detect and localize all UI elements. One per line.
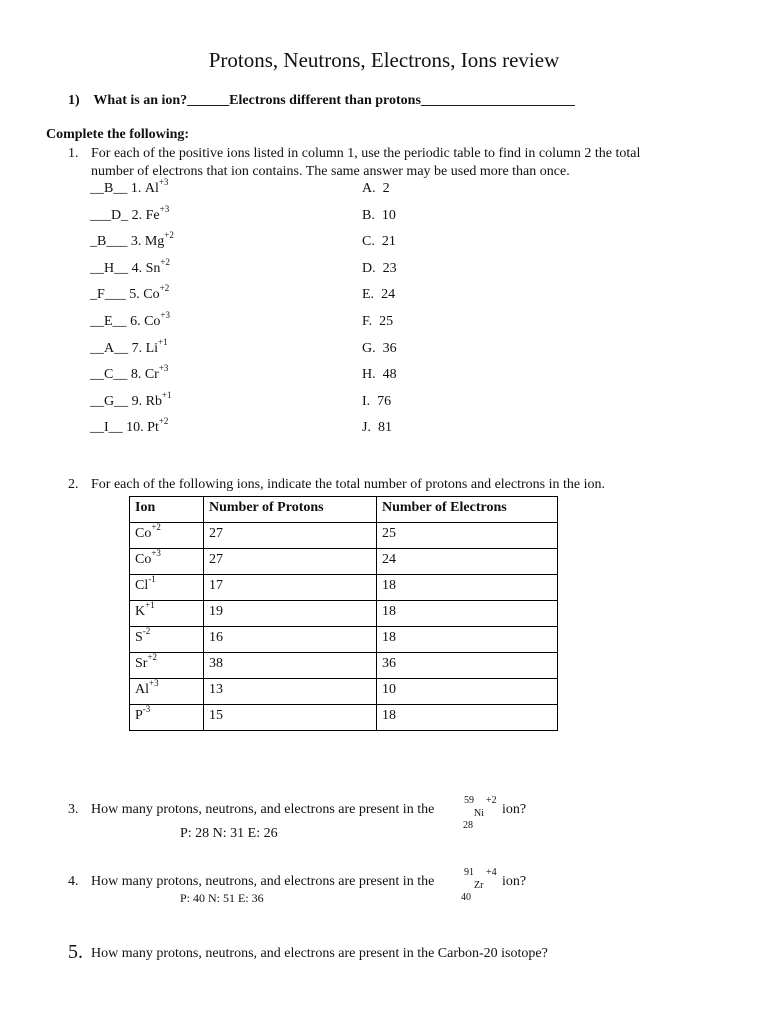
matching-number: 2. (131, 208, 143, 223)
part4-answer: P: 40 N: 51 E: 36 (180, 891, 264, 905)
part2-instructions: For each of the following ions, indicate the total number of protons and electrons in the ion. (91, 477, 605, 492)
part4-number: 4. (68, 874, 79, 889)
table-row (130, 679, 558, 705)
part4-suffix: ion? (502, 874, 527, 889)
part3-text: How many protons, neutrons, and electrons are present in the (91, 802, 435, 817)
ion-cell (130, 601, 204, 627)
choice-item (362, 261, 397, 277)
electrons-cell: 25 (377, 523, 558, 549)
choice-item (362, 420, 392, 436)
table-row (130, 601, 558, 627)
electrons-cell: 18 (377, 627, 558, 653)
choice-value: 10 (381, 208, 396, 223)
question-1-text: What is an ion?______ (93, 93, 230, 108)
ions-table (129, 496, 558, 731)
matching-number: 1. (130, 181, 142, 196)
electrons-cell: 18 (377, 575, 558, 601)
part3-symbol: Ni (474, 808, 484, 819)
part3-answer: P: 28 N: 31 E: 26 (180, 826, 278, 841)
protons-cell: 17 (204, 575, 377, 601)
page-title: Protons, Neutrons, Electrons, Ions review (208, 48, 560, 72)
matching-charge: +3 (158, 363, 169, 374)
ion-charge: +2 (147, 652, 158, 663)
matching-symbol: Mg (144, 234, 165, 249)
matching-charge: +1 (158, 337, 168, 348)
matching-charge: +2 (164, 230, 174, 241)
part4-symbol: Zr (474, 880, 484, 891)
ion-symbol: P (135, 708, 143, 723)
matching-answer: __C__ (90, 367, 128, 382)
ion-charge: +2 (151, 522, 161, 533)
protons-cell: 15 (204, 705, 377, 731)
matching-answer: __I__ (90, 420, 123, 435)
protons-cell: 27 (204, 523, 377, 549)
choice-value: 24 (381, 287, 396, 302)
ion-symbol: Cl (135, 578, 149, 593)
part4-text: How many protons, neutrons, and electrons are present in the (91, 874, 435, 889)
choice-letter: C. (362, 234, 375, 249)
section-header: Complete the following: (46, 127, 190, 142)
part3-atomic-number: 28 (463, 820, 473, 831)
choice-value: 23 (382, 261, 397, 276)
choice-value: 76 (377, 394, 392, 409)
ion-cell (130, 653, 204, 679)
matching-symbol: Cr (144, 367, 159, 382)
choice-letter: G. (362, 341, 376, 356)
table-row (130, 627, 558, 653)
matching-number: 6. (130, 314, 141, 329)
matching-charge: +3 (158, 177, 169, 188)
choice-item (362, 394, 391, 410)
ion-symbol: Co (135, 552, 152, 567)
part5-number: 5. (68, 941, 83, 963)
matching-charge: +2 (159, 283, 170, 294)
choice-item (362, 287, 395, 303)
choice-value: 25 (379, 314, 394, 329)
ion-charge: +1 (145, 600, 155, 611)
matching-item (90, 230, 174, 250)
matching-number: 3. (130, 234, 142, 249)
table-header-ion: Ion (130, 497, 204, 523)
matching-number: 9. (131, 394, 143, 409)
part4-charge: +4 (486, 867, 497, 878)
choice-item (362, 208, 396, 224)
matching-answer: __A__ (90, 341, 129, 356)
table-row (130, 523, 558, 549)
question-1-number: 1) (68, 93, 80, 108)
choice-letter: B. (362, 208, 375, 223)
ion-cell (130, 523, 204, 549)
matching-symbol: Fe (145, 208, 160, 223)
ion-cell (130, 627, 204, 653)
matching-item (90, 257, 170, 277)
table-header-protons: Number of Protons (204, 497, 377, 523)
matching-answer: ___D_ (90, 208, 129, 223)
ion-cell (130, 705, 204, 731)
choice-item (362, 367, 397, 383)
choice-value: 36 (382, 341, 397, 356)
question-1-blank: ______________________ (420, 93, 575, 108)
choice-item (362, 234, 396, 250)
electrons-cell: 18 (377, 705, 558, 731)
ion-charge: -1 (148, 574, 156, 585)
matching-item (90, 390, 172, 410)
protons-cell: 13 (204, 679, 377, 705)
matching-number: 8. (130, 367, 142, 382)
table-header-row (130, 497, 558, 523)
electrons-cell: 24 (377, 549, 558, 575)
matching-item (90, 204, 170, 224)
part1-instructions-line2: number of electrons that ion contains. The same answer may be used more than once. (91, 164, 570, 179)
matching-item (90, 337, 168, 357)
matching-number: 5. (129, 287, 140, 302)
ion-charge: -3 (142, 704, 151, 715)
part1-instructions-line1: For each of the positive ions listed in column 1, use the periodic table to find in column 2 the total (91, 146, 641, 161)
ion-charge: -2 (142, 626, 151, 637)
part5-text: How many protons, neutrons, and electrons are present in the Carbon-20 isotope? (91, 946, 548, 961)
matching-symbol: Al (144, 181, 159, 196)
part4-mass-number: 91 (464, 867, 474, 878)
matching-number: 7. (131, 341, 143, 356)
ion-charge: +3 (151, 548, 161, 559)
choice-value: 81 (377, 420, 392, 435)
protons-cell: 16 (204, 627, 377, 653)
part2-number: 2. (68, 477, 79, 492)
table-header-electrons: Number of Electrons (377, 497, 558, 523)
part3-mass-number: 59 (464, 795, 474, 806)
ion-cell (130, 549, 204, 575)
electrons-cell: 18 (377, 601, 558, 627)
choice-letter: H. (362, 367, 376, 382)
matching-charge: +2 (160, 257, 170, 268)
matching-symbol: Li (145, 341, 159, 356)
choice-letter: F. (362, 314, 373, 329)
matching-charge: +3 (159, 204, 170, 215)
matching-symbol: Rb (145, 394, 162, 409)
matching-symbol: Sn (145, 261, 161, 276)
choice-value: 2 (382, 181, 390, 196)
ion-symbol: S (135, 630, 143, 645)
matching-number: 4. (131, 261, 143, 276)
table-row (130, 549, 558, 575)
matching-symbol: Co (144, 314, 161, 329)
part1-number: 1. (68, 146, 79, 161)
ion-symbol: Sr (135, 656, 148, 671)
ion-symbol: Al (135, 682, 149, 697)
part4-atomic-number: 40 (461, 892, 471, 903)
question-1-answer: Electrons different than protons (229, 93, 421, 108)
ion-charge: +3 (149, 678, 159, 689)
matching-item (90, 177, 169, 197)
ion-cell (130, 575, 204, 601)
choice-value: 48 (382, 367, 397, 382)
ion-symbol: K (135, 604, 146, 619)
table-row (130, 653, 558, 679)
protons-cell: 19 (204, 601, 377, 627)
matching-item (90, 363, 169, 383)
choice-letter: E. (362, 287, 375, 302)
part3-suffix: ion? (502, 802, 527, 817)
matching-answer: __E__ (90, 314, 127, 329)
question-1 (68, 93, 575, 109)
ion-symbol: Co (135, 526, 152, 541)
matching-item (90, 310, 170, 330)
choice-letter: D. (362, 261, 376, 276)
matching-charge: +1 (161, 390, 172, 401)
matching-number: 10. (126, 420, 144, 435)
choice-letter: I. (362, 394, 371, 409)
matching-answer: __H__ (90, 261, 129, 276)
matching-symbol: Pt (147, 420, 159, 435)
matching-charge: +2 (158, 416, 169, 427)
matching-charge: +3 (160, 310, 170, 321)
choice-item (362, 314, 393, 330)
ion-cell (130, 679, 204, 705)
matching-answer: _B___ (90, 234, 128, 249)
choice-value: 21 (381, 234, 396, 249)
electrons-cell: 36 (377, 653, 558, 679)
matching-item (90, 283, 170, 303)
table-row (130, 705, 558, 731)
protons-cell: 27 (204, 549, 377, 575)
choice-item (362, 341, 397, 357)
matching-answer: __G__ (90, 394, 129, 409)
protons-cell: 38 (204, 653, 377, 679)
matching-answer: _F___ (90, 287, 126, 302)
choice-letter: A. (362, 181, 376, 196)
part3-charge: +2 (486, 795, 497, 806)
matching-answer: __B__ (90, 181, 128, 196)
electrons-cell: 10 (377, 679, 558, 705)
matching-symbol: Co (143, 287, 160, 302)
matching-item (90, 416, 169, 436)
choice-item (362, 181, 390, 197)
part3-number: 3. (68, 802, 79, 817)
table-row (130, 575, 558, 601)
choice-letter: J. (362, 420, 371, 435)
